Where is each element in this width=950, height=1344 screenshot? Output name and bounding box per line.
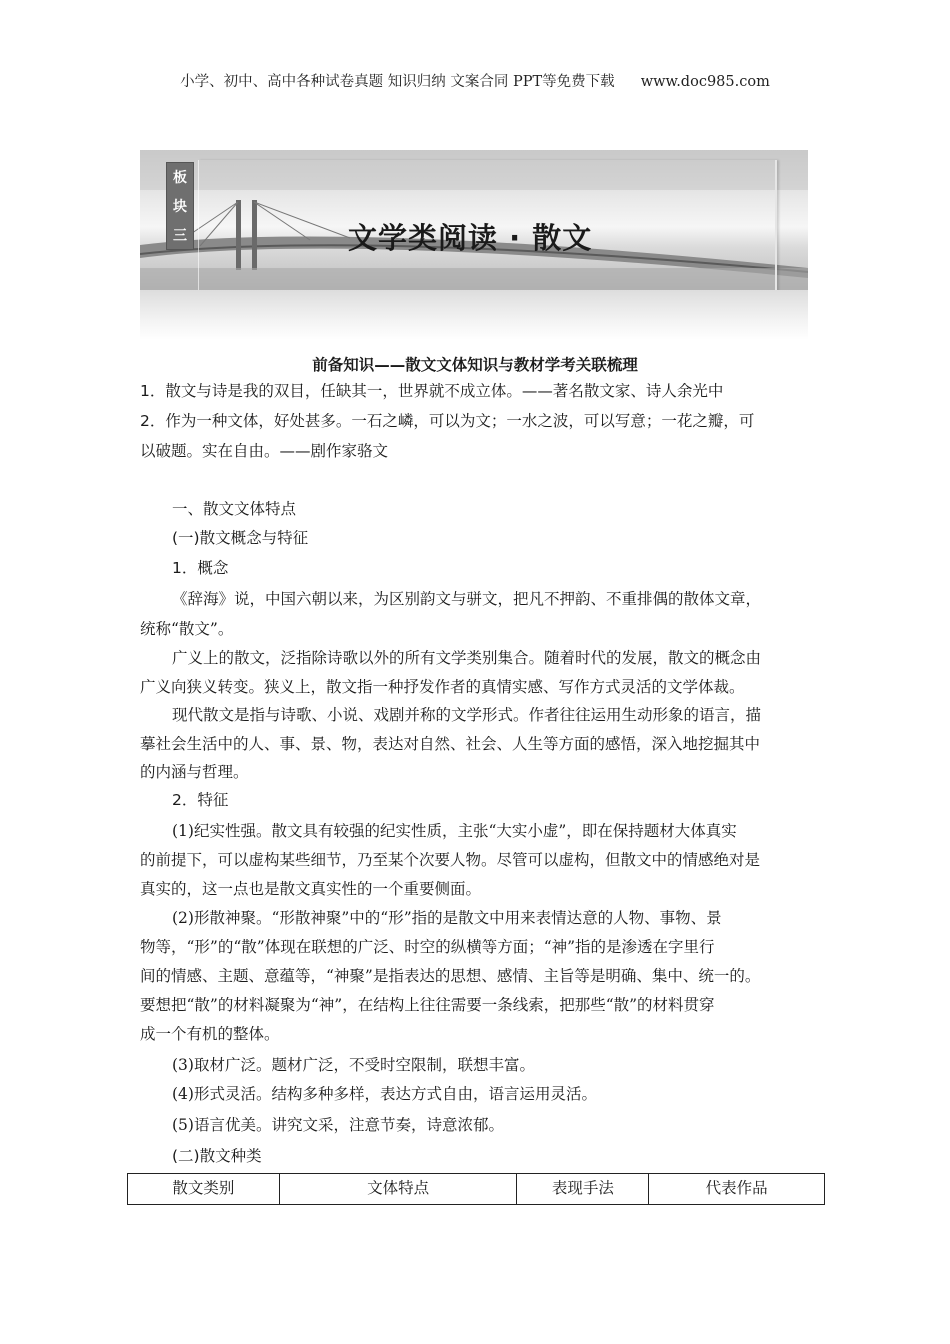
paragraph-line: 统称“散文”。 <box>140 620 234 638</box>
table-header-cell: 文体特点 <box>280 1174 518 1204</box>
paragraph-line: 物等，“形”的“散”体现在联想的广泛、时空的纵横等方面；“神”指的是渗透在字里行 <box>140 938 715 956</box>
paragraph-line: 间的情感、主题、意蕴等，“神聚”是指表达的思想、感情、主旨等是明确、集中、统一的。 <box>140 967 761 985</box>
quote-line: 1．散文与诗是我的双目，任缺其一，世界就不成立体。——著名散文家、诗人余光中 <box>140 382 724 400</box>
paragraph-line: (3)取材广泛。题材广泛，不受时空限制，联想丰富。 <box>172 1056 535 1074</box>
paragraph-line: 要想把“散”的材料凝聚为“神”，在结构上往往需要一条线索，把那些“散”的材料贯穿 <box>140 996 715 1014</box>
paragraph-line: (2)形散神聚。“形散神聚”中的“形”指的是散文中用来表情达意的人物、事物、景 <box>172 909 722 927</box>
paragraph-line: (4)形式灵活。结构多种多样，表达方式自由，语言运用灵活。 <box>172 1085 597 1103</box>
heading-3: 2．特征 <box>172 791 229 809</box>
quote-line: 以破题。实在自由。——剧作家骆文 <box>140 442 389 460</box>
table-header-cell: 表现手法 <box>517 1174 649 1204</box>
paragraph-line: 的内涵与哲理。 <box>140 763 249 781</box>
banner-tag-char: 三 <box>173 227 187 244</box>
page-header <box>0 70 950 91</box>
paragraph-line: 广义向狭义转变。狭义上，散文指一种抒发作者的真情实感、写作方式灵活的文学体裁。 <box>140 678 745 696</box>
quote-line: 2．作为一种文体，好处甚多。一石之嶙，可以为文；一水之波，可以写意；一花之瓣，可 <box>140 412 755 430</box>
banner-tag-char: 板 <box>173 170 187 187</box>
paragraph-line: (5)语言优美。讲究文采，注意节奏，诗意浓郁。 <box>172 1116 504 1134</box>
heading-1: 一、散文文体特点 <box>172 500 297 518</box>
paragraph-line: 《辞海》说，中国六朝以来，为区别韵文与骈文，把凡不押韵、不重排偶的散体文章， <box>172 590 762 608</box>
heading-2: (二)散文种类 <box>172 1147 262 1165</box>
table-header-cell: 散文类别 <box>128 1174 280 1204</box>
header-text: 小学、初中、高中各种试卷真题 知识归纳 文案合同 PPT等免费下载 <box>180 74 615 90</box>
banner-title: 文学类阅读 · 散文 <box>348 221 593 255</box>
banner-tag <box>166 162 194 250</box>
table-header-cell: 代表作品 <box>705 1179 768 1197</box>
paragraph-line: 摹社会生活中的人、事、景、物，表达对自然、社会、人生等方面的感悟，深入地挖掘其中 <box>140 735 761 753</box>
paragraph-line: 现代散文是指与诗歌、小说、戏剧并称的文学形式。作者往往运用生动形象的语言，描 <box>172 706 762 724</box>
paragraph-line: (1)纪实性强。散文具有较强的纪实性质，主张“大实小虚”，即在保持题材大体真实 <box>172 822 737 840</box>
paragraph-line: 成一个有机的整体。 <box>140 1025 280 1043</box>
prose-types-table-header <box>127 1173 825 1205</box>
section-title: 前备知识——散文文体知识与教材学考关联梳理 <box>312 356 638 374</box>
banner-tag-char: 块 <box>173 198 187 215</box>
paragraph-line: 真实的，这一点也是散文真实性的一个重要侧面。 <box>140 880 482 898</box>
paragraph-line: 广义上的散文，泛指除诗歌以外的所有文学类别集合。随着时代的发展，散文的概念由 <box>172 649 762 667</box>
section-banner <box>140 150 808 290</box>
heading-3: 1．概念 <box>172 559 229 577</box>
banner-reflection <box>140 290 808 340</box>
header-url[interactable]: www.doc985.com <box>640 74 770 90</box>
heading-2: (一)散文概念与特征 <box>172 529 309 547</box>
paragraph-line: 的前提下，可以虚构某些细节，乃至某个次要人物。尽管可以虚构，但散文中的情感绝对是 <box>140 851 761 869</box>
